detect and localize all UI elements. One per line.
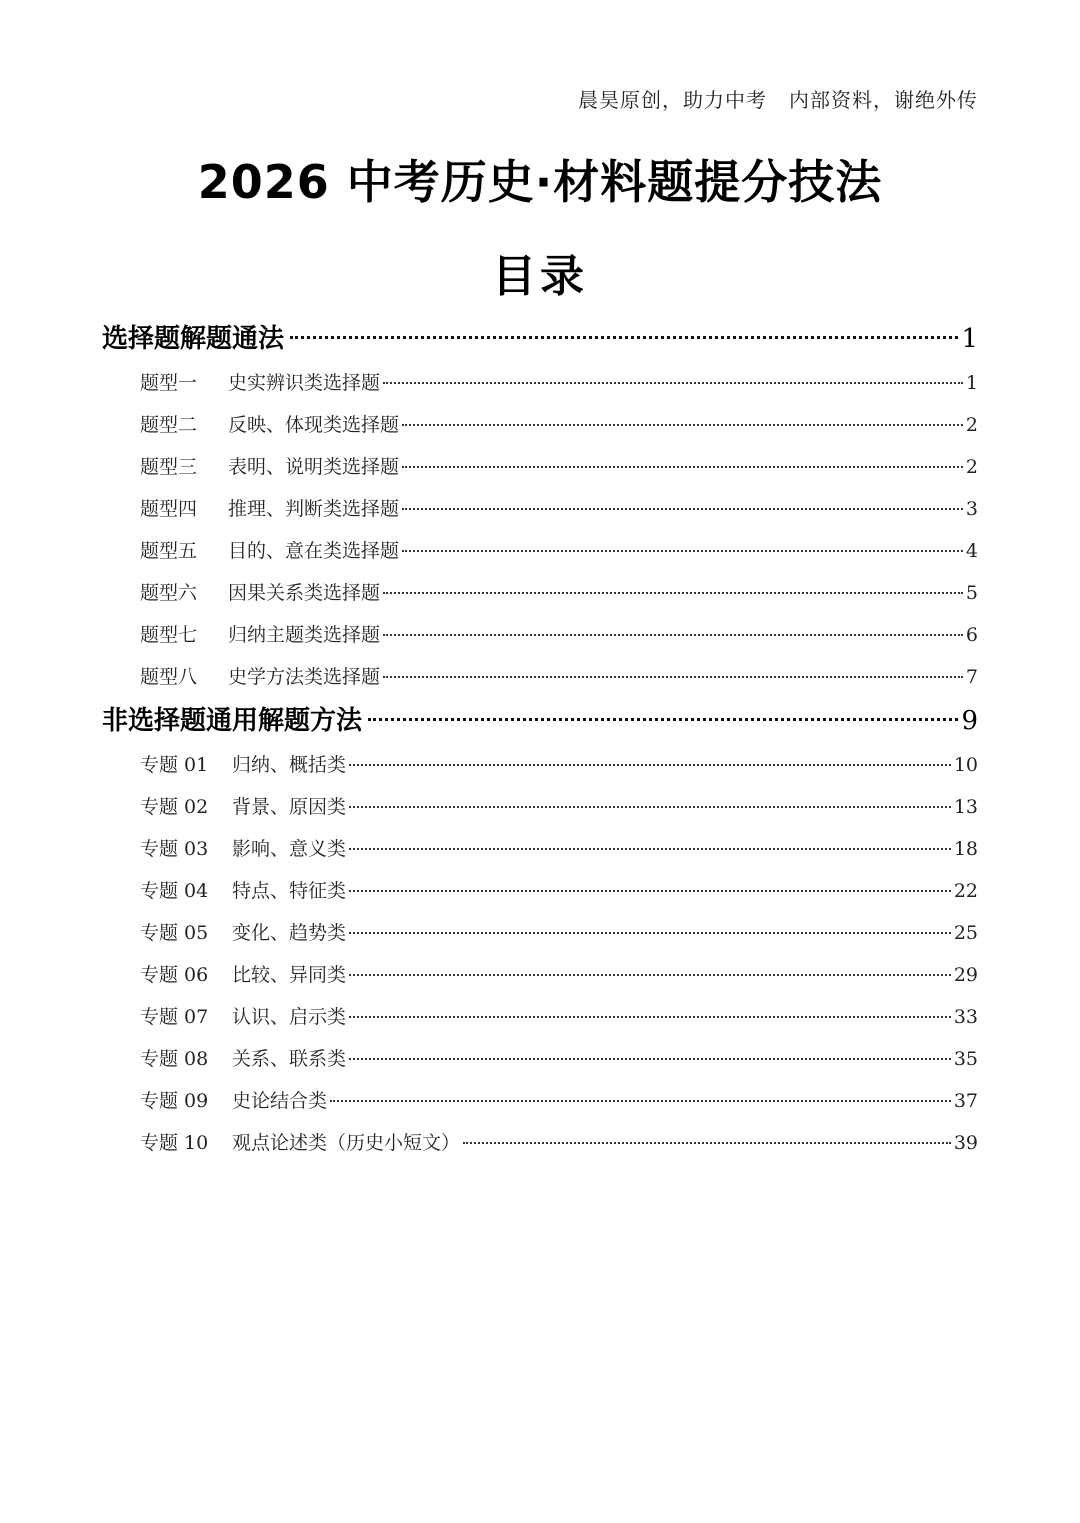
toc-entry-title: 关系、联系类 (232, 1048, 347, 1070)
toc-leader (463, 1142, 951, 1144)
toc-leader (402, 508, 963, 510)
toc-page-number: 25 (953, 922, 978, 944)
toc-entry[interactable] (102, 1080, 978, 1122)
toc-leader (402, 550, 963, 552)
toc-page-number: 9 (961, 706, 978, 736)
toc-entry-title: 目的、意在类选择题 (228, 540, 400, 562)
toc-leader (368, 718, 958, 721)
toc-entry[interactable] (102, 1122, 978, 1164)
toc-entry-label: 专题 06 (140, 964, 209, 986)
toc-entry-title: 特点、特征类 (232, 880, 347, 902)
toc-entry[interactable] (102, 786, 978, 828)
toc-leader (383, 634, 963, 636)
toc-entry-title: 认识、启示类 (232, 1006, 347, 1028)
toc-entry[interactable] (102, 744, 978, 786)
toc-page-number: 7 (965, 666, 978, 688)
toc-entry-label: 专题 09 (140, 1090, 209, 1112)
toc-page-number: 4 (965, 540, 978, 562)
toc-entry[interactable] (102, 530, 978, 572)
header-note (578, 84, 978, 113)
toc-page-number: 18 (953, 838, 978, 860)
toc-leader (330, 1100, 951, 1102)
toc-entry-title: 推理、判断类选择题 (228, 498, 400, 520)
toc-entry[interactable] (102, 870, 978, 912)
toc-entry[interactable] (102, 404, 978, 446)
toc-page-number: 39 (953, 1132, 978, 1154)
toc-entry-title: 背景、原因类 (232, 796, 347, 818)
toc-entry-title: 史实辨识类选择题 (228, 372, 381, 394)
toc-page-number: 35 (953, 1048, 978, 1070)
toc-entry-title: 史学方法类选择题 (228, 666, 381, 688)
toc-leader (383, 382, 963, 384)
toc-entry-title: 反映、体现类选择题 (228, 414, 400, 436)
toc-page-number: 33 (953, 1006, 978, 1028)
toc-entry-label: 专题 05 (140, 922, 209, 944)
toc-entry[interactable] (102, 362, 978, 404)
toc-leader (349, 1016, 951, 1018)
toc-leader (349, 890, 951, 892)
toc-section-non-choice-questions[interactable] (102, 698, 978, 744)
toc-entry-label: 专题 01 (140, 754, 209, 776)
toc-entry-label: 题型三 (140, 456, 198, 478)
header-note-right: 内部资料，谢绝外传 (789, 88, 978, 112)
toc-entry[interactable] (102, 572, 978, 614)
toc-section-choice-questions[interactable] (102, 316, 978, 362)
toc-entry[interactable] (102, 488, 978, 530)
table-of-contents (102, 316, 978, 1164)
toc-entry-label: 题型二 (140, 414, 198, 436)
toc-entry[interactable] (102, 656, 978, 698)
toc-entry[interactable] (102, 828, 978, 870)
toc-entry-label: 题型七 (140, 624, 198, 646)
toc-leader (349, 932, 951, 934)
toc-leader (290, 336, 958, 339)
toc-page-number: 1 (961, 324, 978, 354)
toc-entry-label: 专题 03 (140, 838, 209, 860)
toc-entry-title: 史论结合类 (232, 1090, 328, 1112)
toc-entry-title: 因果关系类选择题 (228, 582, 381, 604)
toc-entry-title: 变化、趋势类 (232, 922, 347, 944)
toc-leader (383, 676, 963, 678)
toc-page-number: 10 (953, 754, 978, 776)
toc-page-number: 13 (953, 796, 978, 818)
toc-entry-label: 专题 08 (140, 1048, 209, 1070)
toc-entry[interactable] (102, 614, 978, 656)
toc-entry-label: 题型八 (140, 666, 198, 688)
toc-entry-title: 归纳、概括类 (232, 754, 347, 776)
toc-entry-title: 表明、说明类选择题 (228, 456, 400, 478)
toc-leader (349, 806, 951, 808)
toc-entry-title: 比较、异同类 (232, 964, 347, 986)
toc-entry-label: 题型一 (140, 372, 198, 394)
toc-entry[interactable] (102, 996, 978, 1038)
toc-leader (349, 764, 951, 766)
toc-entry-label: 专题 10 (140, 1132, 209, 1154)
toc-page-number: 3 (965, 498, 978, 520)
toc-leader (349, 974, 951, 976)
toc-leader (383, 592, 963, 594)
toc-section-title: 非选择题通用解题方法 (102, 706, 363, 736)
toc-entry-title: 归纳主题类选择题 (228, 624, 381, 646)
toc-entry-label: 专题 02 (140, 796, 209, 818)
toc-entry-title: 影响、意义类 (232, 838, 347, 860)
toc-leader (349, 1058, 951, 1060)
toc-entry-label: 题型五 (140, 540, 198, 562)
toc-page-number: 37 (953, 1090, 978, 1112)
toc-entry[interactable] (102, 954, 978, 996)
toc-section-title: 选择题解题通法 (102, 324, 285, 354)
toc-entry[interactable] (102, 912, 978, 954)
toc-page-number: 22 (953, 880, 978, 902)
toc-entry-label: 题型四 (140, 498, 198, 520)
toc-leader (349, 848, 951, 850)
toc-page-number: 2 (965, 456, 978, 478)
toc-entry-title: 观点论述类（历史小短文） (232, 1132, 461, 1154)
toc-leader (402, 424, 963, 426)
toc-page-number: 29 (953, 964, 978, 986)
toc-page-number: 6 (965, 624, 978, 646)
header-note-left: 晨昊原创，助力中考 (578, 88, 767, 112)
toc-entry-label: 题型六 (140, 582, 198, 604)
toc-page-number: 5 (965, 582, 978, 604)
toc-heading: 目录 (492, 251, 588, 302)
document-title: 2026 中考历史·材料题提分技法 (197, 155, 883, 209)
toc-entry[interactable] (102, 446, 978, 488)
toc-page-number: 2 (965, 414, 978, 436)
toc-entry-label: 专题 04 (140, 880, 209, 902)
toc-page-number: 1 (965, 372, 978, 394)
toc-entry[interactable] (102, 1038, 978, 1080)
toc-entry-label: 专题 07 (140, 1006, 209, 1028)
toc-leader (402, 466, 963, 468)
